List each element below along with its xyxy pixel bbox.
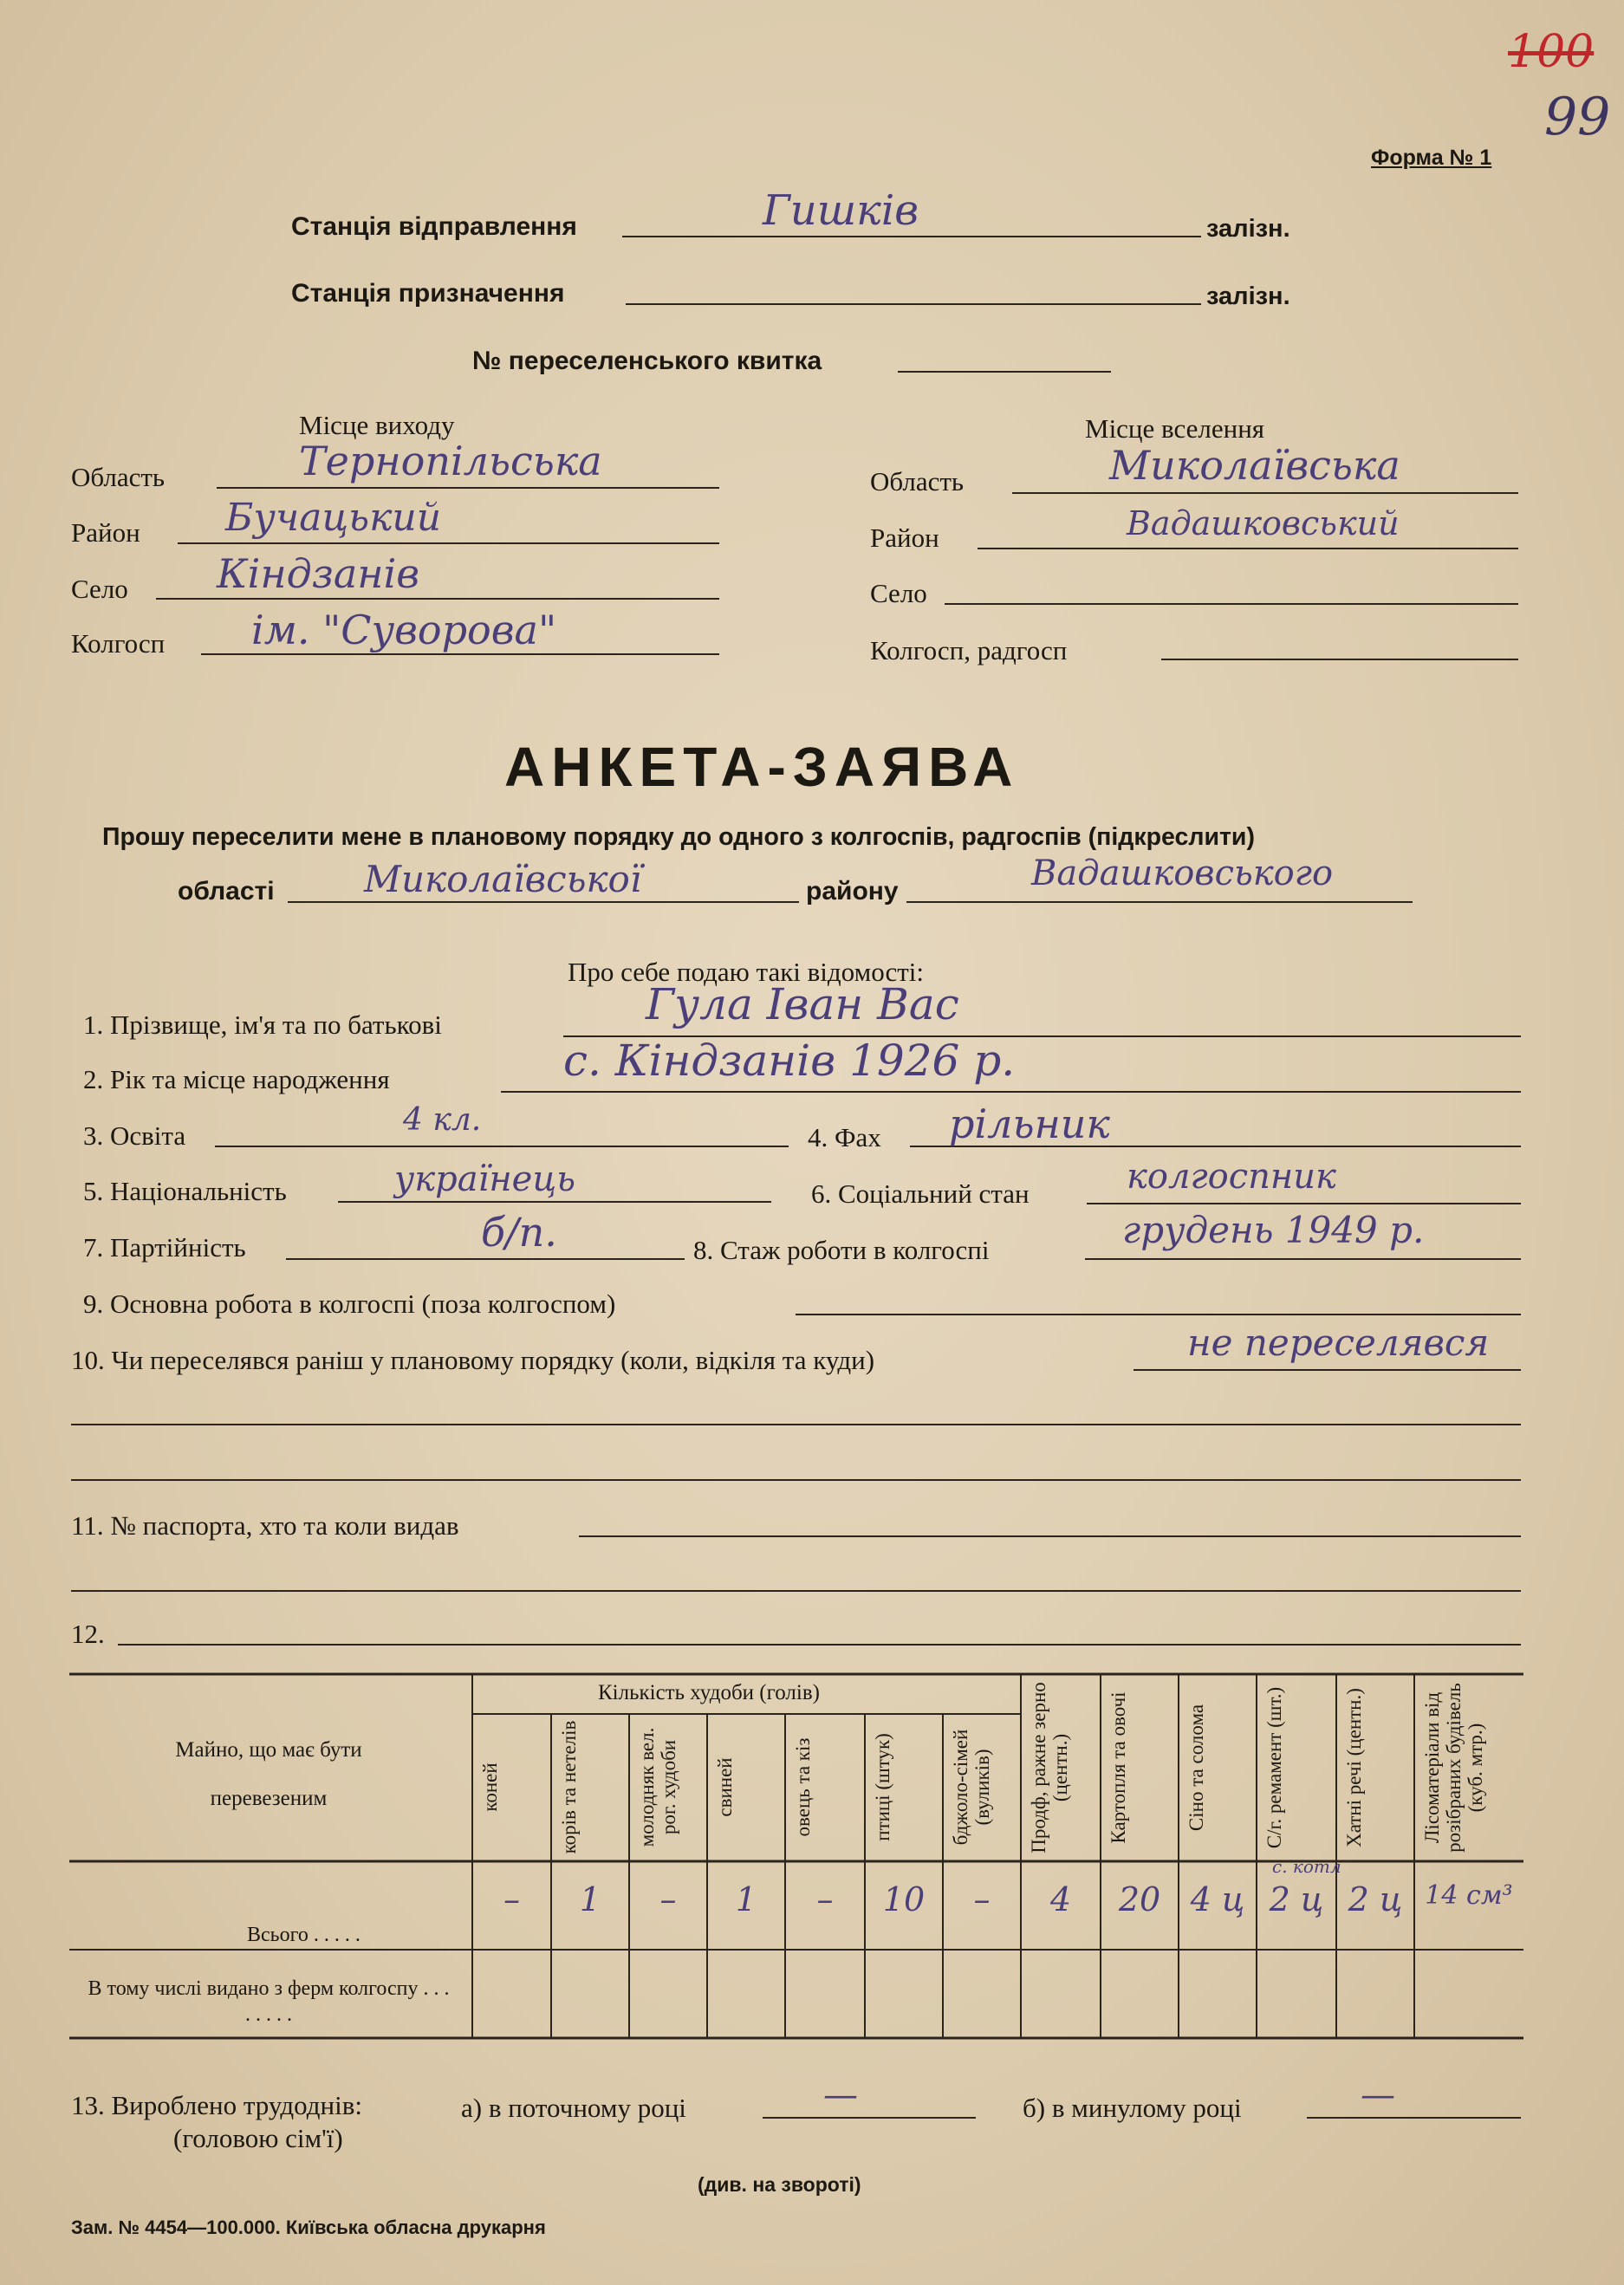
request-text: Прошу переселити мене в плановому порядку до одного з колгоспів, радгоспів (підкреслити) (102, 823, 1255, 851)
column-label-10: Сіно та солома (1186, 1704, 1207, 1832)
departure-rail-suffix: залізн. (1206, 215, 1290, 243)
field-4-label: 4. Фах (808, 1122, 881, 1152)
field-1-value: Гула Іван Вас (646, 979, 959, 1029)
field-8-value: грудень 1949 р. (1122, 1209, 1425, 1251)
column-label-4: свиней (714, 1757, 736, 1817)
request-oblast-value: Миколаївської (364, 858, 642, 900)
field-1-label: 1. Прізвище, ім'я та по батькові (83, 1009, 442, 1040)
workdays-sub: (головою сім'ї) (173, 2123, 343, 2153)
column-label-7: бджоло-сімей (вуликів) (950, 1729, 993, 1846)
request-raion-value: Вадашковського (1031, 854, 1334, 893)
total-note: с. котл (1272, 1856, 1341, 1877)
column-label-13: Лісоматеріали від розібраних будівель (куб. мтр.) (1421, 1683, 1486, 1853)
request-oblast-label: області (178, 877, 275, 906)
field-7-label: 7. Партійність (83, 1232, 246, 1263)
workdays-current-value: — (823, 2075, 858, 2115)
field-5-value: українець (394, 1159, 576, 1199)
departure-station-label: Станція відправлення (291, 212, 577, 241)
field-6-value: колгоспник (1127, 1157, 1336, 1197)
printer-imprint: Зам. № 4454—100.000. Київська обласна друкарня (71, 2217, 546, 2238)
page-number: 99 (1544, 87, 1611, 147)
field-3-value: 4 кл. (403, 1102, 482, 1138)
workdays-previous-label: б) в минулому році (1023, 2093, 1242, 2123)
destination-oblast-value: Миколаївська (1109, 442, 1400, 489)
origin-oblast-value: Тернопільська (299, 438, 602, 484)
crossed-page-number: 100 (1508, 26, 1595, 78)
info-heading: Про себе подаю такі відомості: (568, 957, 925, 987)
total-value-6: 10 (882, 1880, 926, 1918)
total-value-4: 1 (735, 1880, 757, 1918)
total-value-13: 14 см³ (1425, 1880, 1513, 1911)
form-title: АНКЕТА-ЗАЯВА (504, 736, 1020, 798)
origin-selo-label: Село (71, 574, 128, 604)
ticket-label: № переселенського квитка (472, 347, 822, 375)
field-10-value: не переселявся (1187, 1321, 1490, 1364)
total-value-2: 1 (579, 1880, 601, 1918)
column-label-3: молодняк вел. рог. худоби (636, 1727, 679, 1847)
field-9-label: 9. Основна робота в колгоспі (поза колгоспом) (83, 1289, 616, 1319)
field-11-label: 11. № паспорта, хто та коли видав (71, 1510, 459, 1541)
destination-selo-label: Село (870, 578, 927, 608)
total-row-label: Всього . . . . . (247, 1924, 361, 1946)
workdays-current-label: а) в поточному році (461, 2093, 686, 2123)
workdays-previous-value: — (1361, 2075, 1395, 2115)
column-label-12: Хатні речі (центн.) (1343, 1688, 1365, 1847)
destination-raion-label: Район (870, 523, 939, 553)
livestock-header: Кількість худоби (голів) (598, 1681, 820, 1704)
field-4-value: рільник (949, 1100, 1110, 1147)
total-value-9: 20 (1118, 1880, 1161, 1918)
column-label-2: корів та нетелів (558, 1720, 580, 1854)
total-value-1: – (503, 1880, 520, 1918)
origin-kolhosp-label: Колгосп (71, 628, 166, 659)
origin-heading: Місце виходу (299, 410, 455, 440)
column-label-1: коней (479, 1762, 501, 1812)
field-2-value: с. Кіндзанів 1926 р. (563, 1035, 1016, 1086)
total-value-10: 4 ц (1190, 1880, 1245, 1918)
destination-kolhosp-label: Колгосп, радгосп (870, 635, 1068, 665)
total-value-8: 4 (1049, 1880, 1072, 1918)
destination-oblast-label: Область (870, 466, 965, 497)
field-8-label: 8. Стаж роботи в колгоспі (693, 1235, 990, 1265)
column-label-5: овець та кіз (792, 1737, 814, 1837)
origin-raion-label: Район (71, 517, 140, 548)
origin-raion-value: Бучацький (225, 496, 442, 540)
workdays-label: 13. Вироблено трудоднів: (71, 2090, 363, 2120)
field-10-label: 10. Чи переселявся раніш у плановому порядку (коли, відкіля та куди) (71, 1345, 875, 1375)
request-raion-label: району (806, 877, 899, 906)
destination-heading: Місце вселення (1085, 413, 1265, 444)
field-2-label: 2. Рік та місце народження (83, 1064, 390, 1094)
field-6-label: 6. Соціальний стан (811, 1178, 1030, 1209)
property-label: Майно, що має бути перевезеним (175, 1738, 362, 1810)
column-label-8: Продф, ражне зерно (центн.) (1028, 1682, 1071, 1853)
footer-turn-note: (див. на звороті) (698, 2173, 861, 2196)
farm-row-label: В тому числі видано з ферм колгоспу . . . . . . . . (88, 1977, 450, 2026)
total-value-11: 2 ц (1269, 1880, 1324, 1918)
departure-station-value: Гишків (763, 186, 919, 235)
column-label-11: С/г. ремамент (шт.) (1263, 1686, 1285, 1849)
form-label: Форма № 1 (1371, 146, 1492, 170)
total-value-7: – (973, 1880, 991, 1918)
origin-selo-value: Кіндзанів (217, 550, 420, 597)
arrival-station-label: Станція призначення (291, 279, 565, 308)
destination-raion-value: Вадашковський (1127, 504, 1400, 542)
arrival-rail-suffix: залізн. (1206, 282, 1290, 310)
total-value-12: 2 ц (1348, 1880, 1403, 1918)
field-12-label: 12. (71, 1619, 105, 1649)
origin-oblast-label: Область (71, 462, 166, 492)
workdays-current-line (763, 2117, 976, 2119)
origin-kolhosp-value: ім. "Суворова" (251, 607, 557, 653)
total-value-5: – (816, 1880, 834, 1918)
total-value-3: – (659, 1880, 677, 1918)
field-5-label: 5. Національність (83, 1176, 287, 1206)
column-label-6: птиці (штук) (872, 1733, 893, 1841)
workdays-previous-line (1307, 2117, 1521, 2119)
field-7-value: б/п. (481, 1209, 557, 1256)
field-3-label: 3. Освіта (83, 1120, 186, 1151)
column-label-9: Картопля та овочі (1108, 1691, 1129, 1844)
